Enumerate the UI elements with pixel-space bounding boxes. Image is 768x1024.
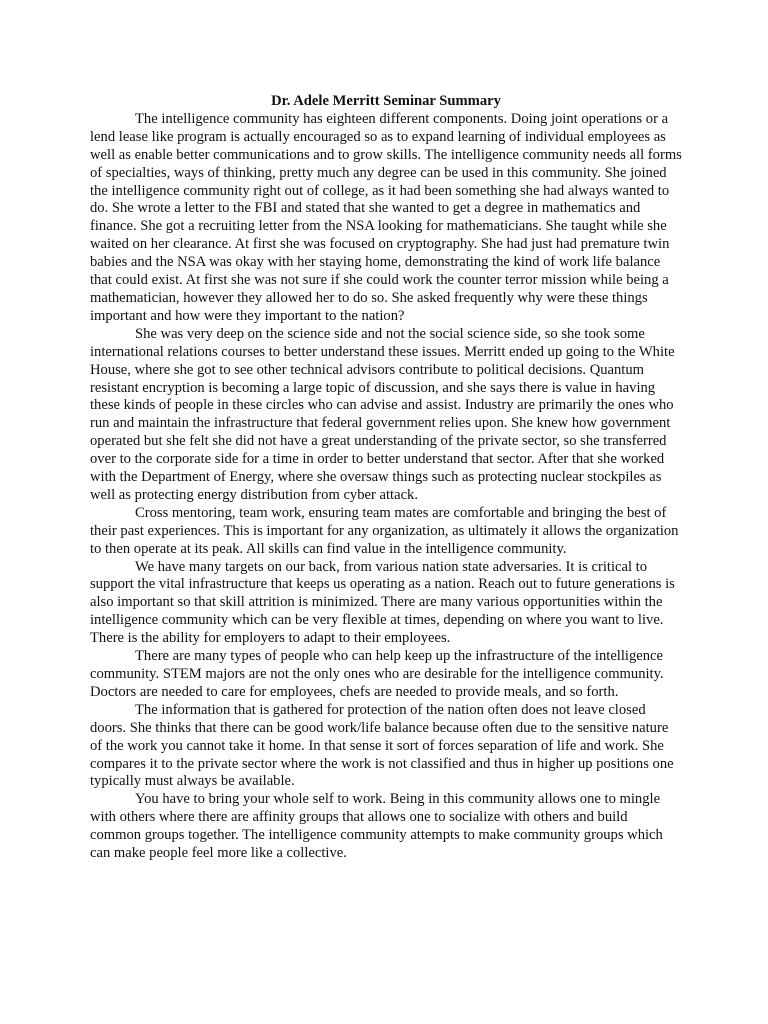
paragraph-7: You have to bring your whole self to work. Being in this community allows one to mingle with others where there are affinity groups that allows one to socialize with others and build common groups together. The intelligence community attempts to make community groups which can make people feel more like a collective. xyxy=(90,791,663,862)
document-title: Dr. Adele Merritt Seminar Summary xyxy=(271,93,501,109)
paragraph-6: The information that is gathered for protection of the nation often does not leave closed doors. She thinks that there can be good work/life balance because often due to the sensitive nature of the work you cannot take it home. In that sense it sort of forces separation of life and work. She compares it to the private sector where the work is not classified and thus in higher up positions one typically must always be available. xyxy=(90,701,674,790)
paragraph-3: Cross mentoring, team work, ensuring team mates are comfortable and bringing the best of their past experiences. This is important for any organization, as ultimately it allows the organization to then operate at its peak. All skills can find value in the intelligence community. xyxy=(90,504,679,557)
paragraph-5: There are many types of people who can help keep up the infrastructure of the intelligence community. STEM majors are not the only ones who are desirable for the intelligence community. Doctors are needed to care for employees, chefs are needed to provide meals, and so forth. xyxy=(90,648,664,700)
paragraph-2: She was very deep on the science side and not the social science side, so she took some international relations courses to better understand these issues. Merritt ended up going to the White House, where she got to see other technical advisors contribute to political decisions. Quantum resistant encryption is becoming a large topic of discussion, and she says there is value in having these kinds of people in these circles who can advise and assist. Industry are primarily the ones who run and maintain the infrastructure that federal government relies upon. She knew how government operated but she felt she did not have a great understanding of the private sector, so she transferred over to the corporate side for a time in order to better understand that sector. After that she worked with the Department of Energy, where she oversaw things such as protecting nuclear stockpiles as well as protecting energy distribution from cyber attack. xyxy=(90,325,675,503)
document-page xyxy=(90,93,682,863)
paragraph-1: The intelligence community has eighteen different components. Doing joint operations or a lend lease like program is actually encouraged so as to expand learning of individual employees as well as enable better communications and to grow skills. The intelligence community needs all forms of specialties, ways of thinking, pretty much any degree can be used in this community. She joined the intelligence community right out of college, as it had been something she had always wanted to do. She wrote a letter to the FBI and stated that she wanted to get a degree in mathematics and finance. She got a recruiting letter from the NSA looking for mathematicians. She taught while she waited on her clearance. At first she was focused on cryptography. She had just had premature twin babies and the NSA was okay with her staying home, demonstrating the kind of work life balance that could exist. At first she was not sure if she could work the counter terror mission while being a mathematician, however they allowed her to do so. She asked frequently why were these things important and how were they important to the nation? xyxy=(90,110,682,324)
paragraph-4: We have many targets on our back, from various nation state adversaries. It is critical to support the vital infrastructure that keeps us operating as a nation. Reach out to future generations is also important so that skill attrition is minimized. There are many various opportunities within the intelligence community which can be very flexible at times, depending on where you want to live. There is the ability for employers to adapt to their employees. xyxy=(90,558,675,647)
